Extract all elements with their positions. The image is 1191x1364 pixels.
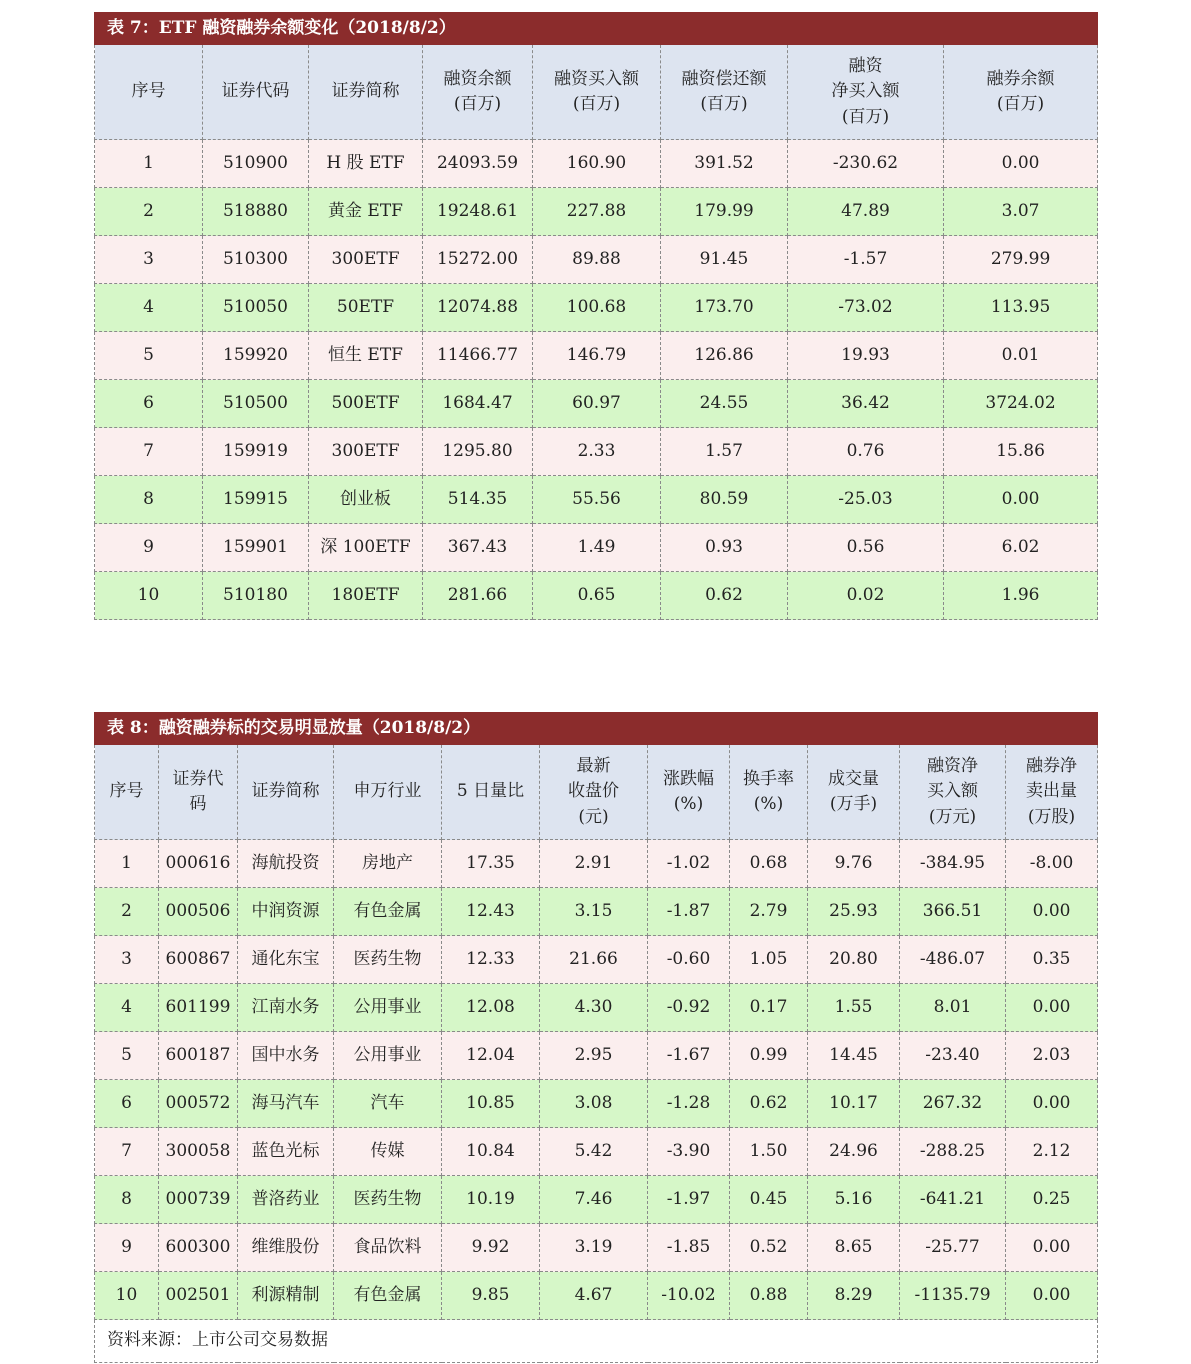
- column-header-line: 买入额: [927, 781, 978, 802]
- table-row: [95, 840, 1098, 888]
- table-cell: 普洛药业: [238, 1176, 334, 1224]
- column-header-line: (百万): [572, 94, 621, 114]
- column-header: [900, 745, 1006, 840]
- table-row: [95, 1080, 1098, 1128]
- table-title: 表 7：ETF 融资融券余额变化（2018/8/2）: [95, 13, 1098, 45]
- table-cell: 2: [95, 888, 159, 936]
- table-row: [95, 1128, 1098, 1176]
- table-cell: 10.17: [808, 1080, 900, 1128]
- column-header-line: (百万): [841, 106, 890, 127]
- table-row: [95, 188, 1098, 236]
- column-header: [533, 45, 661, 140]
- table-cell: 江南水务: [238, 984, 334, 1032]
- column-header-line: 最新: [576, 755, 611, 776]
- table-cell: -1.02: [648, 840, 730, 888]
- table-cell: 518880: [203, 188, 309, 236]
- table-cell: -1.67: [648, 1032, 730, 1080]
- table-cell: 0.52: [730, 1224, 808, 1272]
- table-cell: -641.21: [900, 1176, 1006, 1224]
- table-cell: 传媒: [334, 1128, 442, 1176]
- table-cell: 0.00: [944, 476, 1098, 524]
- table-cell: 10.84: [442, 1128, 540, 1176]
- table-cell: 600867: [159, 936, 238, 984]
- column-header-line: 5 日量比: [456, 781, 525, 802]
- table-cell: -0.92: [648, 984, 730, 1032]
- table-cell: 000739: [159, 1176, 238, 1224]
- source-note: 资料来源：上市公司交易数据: [95, 1320, 1098, 1363]
- table-header-row: [95, 45, 1098, 140]
- table-cell: 19248.61: [423, 188, 533, 236]
- table-cell: 8: [95, 476, 203, 524]
- table-cell: 2.03: [1006, 1032, 1098, 1080]
- column-header: [159, 745, 238, 840]
- table-cell: 9.85: [442, 1272, 540, 1320]
- table-title: 表 8：融资融券标的交易明显放量（2018/8/2）: [95, 713, 1098, 745]
- column-header-line: (万股): [1027, 806, 1076, 827]
- table-cell: 0.99: [730, 1032, 808, 1080]
- table-cell: 8.65: [808, 1224, 900, 1272]
- table-cell: 159901: [203, 524, 309, 572]
- table-cell: 0.76: [788, 428, 944, 476]
- column-header-line: (百万): [453, 94, 502, 114]
- table-cell: 24093.59: [423, 140, 533, 188]
- table-cell: 9: [95, 1224, 159, 1272]
- column-header-line: 融券净: [1026, 755, 1078, 776]
- table-cell: 159915: [203, 476, 309, 524]
- column-header: [203, 45, 309, 140]
- table-cell: 0.93: [661, 524, 788, 572]
- column-header: [95, 45, 203, 140]
- table-cell: 300058: [159, 1128, 238, 1176]
- table-cell: -1135.79: [900, 1272, 1006, 1320]
- table-cell: 100.68: [533, 284, 661, 332]
- table-row: [95, 140, 1098, 188]
- column-header: [334, 745, 442, 840]
- table-cell: 海航投资: [238, 840, 334, 888]
- table-cell: 367.43: [423, 524, 533, 572]
- table-cell: 9.92: [442, 1224, 540, 1272]
- table-cell: 5: [95, 1032, 159, 1080]
- table-cell: 601199: [159, 984, 238, 1032]
- table-cell: 1: [95, 840, 159, 888]
- column-header: [944, 45, 1098, 140]
- column-header-line: (元): [578, 806, 609, 827]
- table-cell: 3.15: [540, 888, 648, 936]
- table-cell: 24.55: [661, 380, 788, 428]
- table-cell: H 股 ETF: [309, 140, 423, 188]
- column-header-line: 融资偿还额: [681, 68, 767, 89]
- table-cell: 391.52: [661, 140, 788, 188]
- table-cell: 12.08: [442, 984, 540, 1032]
- table-header-row: [95, 745, 1098, 840]
- table-row: [95, 236, 1098, 284]
- table-cell: 3: [95, 236, 203, 284]
- column-header-line: (%): [673, 794, 704, 814]
- table-cell: 15272.00: [423, 236, 533, 284]
- table-cell: 21.66: [540, 936, 648, 984]
- table-cell: 8: [95, 1176, 159, 1224]
- table-cell: -1.87: [648, 888, 730, 936]
- table-cell: 汽车: [334, 1080, 442, 1128]
- table-cell: 0.56: [788, 524, 944, 572]
- table-cell: 9: [95, 524, 203, 572]
- column-header-line: 收盘价: [568, 781, 619, 802]
- table-cell: -230.62: [788, 140, 944, 188]
- table-cell: 7.46: [540, 1176, 648, 1224]
- table-cell: -486.07: [900, 936, 1006, 984]
- column-header: [540, 745, 648, 840]
- table-cell: 24.96: [808, 1128, 900, 1176]
- column-header-line: (百万): [996, 94, 1045, 114]
- table-cell: 2.33: [533, 428, 661, 476]
- table-cell: 0.00: [1006, 888, 1098, 936]
- table-cell: 4.30: [540, 984, 648, 1032]
- column-header-line: 序号: [109, 781, 144, 802]
- table-cell: 5: [95, 332, 203, 380]
- table-cell: -10.02: [648, 1272, 730, 1320]
- table-body: [95, 140, 1098, 620]
- table-cell: 恒生 ETF: [309, 332, 423, 380]
- table-cell: 9.76: [808, 840, 900, 888]
- table-cell: 3.07: [944, 188, 1098, 236]
- column-header: [1006, 745, 1098, 840]
- table-cell: 15.86: [944, 428, 1098, 476]
- table-cell: 维维股份: [238, 1224, 334, 1272]
- column-header-line: 融资: [848, 55, 883, 76]
- table-cell: 5.42: [540, 1128, 648, 1176]
- table-cell: 5.16: [808, 1176, 900, 1224]
- table-row: [95, 284, 1098, 332]
- column-header-line: 序号: [131, 81, 166, 102]
- table-row: [95, 1272, 1098, 1320]
- table-cell: 002501: [159, 1272, 238, 1320]
- table-cell: 60.97: [533, 380, 661, 428]
- table-cell: 1684.47: [423, 380, 533, 428]
- table-cell: 0.88: [730, 1272, 808, 1320]
- table-cell: -1.57: [788, 236, 944, 284]
- table-cell: 91.45: [661, 236, 788, 284]
- table-cell: 510300: [203, 236, 309, 284]
- table-cell: 0.45: [730, 1176, 808, 1224]
- table-cell: 14.45: [808, 1032, 900, 1080]
- table-row: [95, 524, 1098, 572]
- table-cell: 600187: [159, 1032, 238, 1080]
- table-cell: 50ETF: [309, 284, 423, 332]
- table-cell: 500ETF: [309, 380, 423, 428]
- column-header-line: 融资余额: [443, 68, 512, 89]
- table-cell: -3.90: [648, 1128, 730, 1176]
- table-cell: 8.01: [900, 984, 1006, 1032]
- table-cell: 227.88: [533, 188, 661, 236]
- column-header-line: (万元): [928, 806, 977, 827]
- table-cell: 黄金 ETF: [309, 188, 423, 236]
- table-cell: 创业板: [309, 476, 423, 524]
- column-header-line: 涨跌幅: [663, 768, 714, 789]
- column-header-line: 证券代码: [221, 81, 290, 102]
- table-cell: 55.56: [533, 476, 661, 524]
- table-cell: 蓝色光标: [238, 1128, 334, 1176]
- table-cell: 113.95: [944, 284, 1098, 332]
- table-cell: 179.99: [661, 188, 788, 236]
- column-header-line: 换手率: [743, 768, 794, 789]
- table-cell: 0.00: [1006, 1224, 1098, 1272]
- table-cell: 2.95: [540, 1032, 648, 1080]
- table-cell: 80.59: [661, 476, 788, 524]
- column-header-line: (万手): [829, 794, 878, 814]
- table-cell: 10.85: [442, 1080, 540, 1128]
- table-cell: 7: [95, 1128, 159, 1176]
- table-cell: 10: [95, 572, 203, 620]
- table-cell: -1.28: [648, 1080, 730, 1128]
- table-cell: 有色金属: [334, 1272, 442, 1320]
- table-cell: 173.70: [661, 284, 788, 332]
- table-cell: 159920: [203, 332, 309, 380]
- table-cell: 1: [95, 140, 203, 188]
- table-cell: -288.25: [900, 1128, 1006, 1176]
- table-cell: 4: [95, 984, 159, 1032]
- table-cell: -1.97: [648, 1176, 730, 1224]
- table-cell: 海马汽车: [238, 1080, 334, 1128]
- table-cell: 126.86: [661, 332, 788, 380]
- table-cell: 医药生物: [334, 1176, 442, 1224]
- table-cell: -0.60: [648, 936, 730, 984]
- table-cell: 17.35: [442, 840, 540, 888]
- column-header: [442, 745, 540, 840]
- column-header-line: 净买入额: [831, 81, 900, 102]
- table-cell: -8.00: [1006, 840, 1098, 888]
- table-cell: 160.90: [533, 140, 661, 188]
- table-cell: 0.02: [788, 572, 944, 620]
- table-cell: 10.19: [442, 1176, 540, 1224]
- column-header-line: (百万): [700, 94, 748, 114]
- table-cell: 1.50: [730, 1128, 808, 1176]
- table-cell: 房地产: [334, 840, 442, 888]
- table-cell: 12.33: [442, 936, 540, 984]
- table-cell: 0.65: [533, 572, 661, 620]
- table-cell: 510050: [203, 284, 309, 332]
- table-cell: 0.00: [1006, 984, 1098, 1032]
- column-header: [661, 45, 788, 140]
- table-cell: -384.95: [900, 840, 1006, 888]
- table-cell: 000616: [159, 840, 238, 888]
- table-cell: 25.93: [808, 888, 900, 936]
- table-cell: 8.29: [808, 1272, 900, 1320]
- table-cell: 267.32: [900, 1080, 1006, 1128]
- table-cell: 医药生物: [334, 936, 442, 984]
- column-header-line: 卖出量: [1026, 781, 1078, 802]
- table-row: [95, 1224, 1098, 1272]
- table-cell: 1.05: [730, 936, 808, 984]
- table-cell: 6.02: [944, 524, 1098, 572]
- table-cell: 4.67: [540, 1272, 648, 1320]
- table-cell: 1.55: [808, 984, 900, 1032]
- table-cell: 0.00: [944, 140, 1098, 188]
- table-cell: 1.57: [661, 428, 788, 476]
- table-cell: 159919: [203, 428, 309, 476]
- table-cell: 6: [95, 1080, 159, 1128]
- table-row: [95, 1032, 1098, 1080]
- table-cell: 514.35: [423, 476, 533, 524]
- table-cell: 有色金属: [334, 888, 442, 936]
- table-cell: 300ETF: [309, 236, 423, 284]
- table-cell: 180ETF: [309, 572, 423, 620]
- table-cell: 47.89: [788, 188, 944, 236]
- table-cell: 11466.77: [423, 332, 533, 380]
- table-cell: 0.01: [944, 332, 1098, 380]
- column-header: [808, 745, 900, 840]
- table-cell: 6: [95, 380, 203, 428]
- column-header: [423, 45, 533, 140]
- column-header-line: 证券简称: [251, 781, 320, 802]
- column-header-line: 融资买入额: [554, 68, 639, 89]
- table-cell: 300ETF: [309, 428, 423, 476]
- table-cell: -25.03: [788, 476, 944, 524]
- table-cell: 000506: [159, 888, 238, 936]
- table-row: [95, 572, 1098, 620]
- table-cell: 146.79: [533, 332, 661, 380]
- column-header-line: 申万行业: [353, 781, 422, 802]
- column-header: [238, 745, 334, 840]
- table-cell: 中润资源: [238, 888, 334, 936]
- table-cell: 2.91: [540, 840, 648, 888]
- etf-margin-table: [94, 12, 1098, 620]
- table-row: [95, 476, 1098, 524]
- table-row: [95, 380, 1098, 428]
- table-cell: 89.88: [533, 236, 661, 284]
- column-header-line: 证券简称: [331, 81, 400, 102]
- table-cell: 36.42: [788, 380, 944, 428]
- table-cell: 4: [95, 284, 203, 332]
- table-cell: 279.99: [944, 236, 1098, 284]
- table-cell: 公用事业: [334, 1032, 442, 1080]
- column-header: [730, 745, 808, 840]
- table-cell: 利源精制: [238, 1272, 334, 1320]
- table-cell: 食品饮料: [334, 1224, 442, 1272]
- table-cell: 10: [95, 1272, 159, 1320]
- table-cell: 281.66: [423, 572, 533, 620]
- table-cell: 0.68: [730, 840, 808, 888]
- table-cell: 0.62: [661, 572, 788, 620]
- column-header-line: 融资净: [927, 755, 978, 776]
- table-cell: 2.79: [730, 888, 808, 936]
- table-cell: 0.25: [1006, 1176, 1098, 1224]
- table-cell: 通化东宝: [238, 936, 334, 984]
- column-header-line: (%): [753, 794, 784, 814]
- table-cell: 3.19: [540, 1224, 648, 1272]
- column-header-line: 证券代: [172, 768, 224, 789]
- column-header: [648, 745, 730, 840]
- table-cell: 7: [95, 428, 203, 476]
- table-row: [95, 984, 1098, 1032]
- margin-volume-table: [94, 712, 1098, 1363]
- table-cell: 12.04: [442, 1032, 540, 1080]
- column-header: [309, 45, 423, 140]
- table-cell: -73.02: [788, 284, 944, 332]
- table-cell: 510900: [203, 140, 309, 188]
- table-cell: 0.00: [1006, 1080, 1098, 1128]
- table-cell: 366.51: [900, 888, 1006, 936]
- table-cell: 3724.02: [944, 380, 1098, 428]
- column-header-line: 融券余额: [986, 68, 1055, 89]
- column-header: [788, 45, 944, 140]
- table-cell: 510500: [203, 380, 309, 428]
- column-header-line: 成交量: [828, 768, 879, 789]
- table-cell: 0.17: [730, 984, 808, 1032]
- table-cell: 600300: [159, 1224, 238, 1272]
- table-cell: 国中水务: [238, 1032, 334, 1080]
- table-cell: 2.12: [1006, 1128, 1098, 1176]
- table-cell: -1.85: [648, 1224, 730, 1272]
- table-body: [95, 840, 1098, 1320]
- table-cell: 1.49: [533, 524, 661, 572]
- table-row: [95, 332, 1098, 380]
- table-cell: 公用事业: [334, 984, 442, 1032]
- table-cell: 3: [95, 936, 159, 984]
- table-cell: -25.77: [900, 1224, 1006, 1272]
- column-header: [95, 745, 159, 840]
- column-header-line: 码: [189, 794, 207, 814]
- table-cell: 20.80: [808, 936, 900, 984]
- table-cell: 12074.88: [423, 284, 533, 332]
- table-cell: 1295.80: [423, 428, 533, 476]
- table-cell: 19.93: [788, 332, 944, 380]
- table-cell: -23.40: [900, 1032, 1006, 1080]
- table-row: [95, 1176, 1098, 1224]
- table-cell: 0.62: [730, 1080, 808, 1128]
- table-cell: 1.96: [944, 572, 1098, 620]
- table-cell: 3.08: [540, 1080, 648, 1128]
- table-cell: 2: [95, 188, 203, 236]
- table-row: [95, 428, 1098, 476]
- table-cell: 12.43: [442, 888, 540, 936]
- table-cell: 0.35: [1006, 936, 1098, 984]
- table-cell: 000572: [159, 1080, 238, 1128]
- table-row: [95, 936, 1098, 984]
- table-row: [95, 888, 1098, 936]
- table-cell: 0.00: [1006, 1272, 1098, 1320]
- table-cell: 深 100ETF: [309, 524, 423, 572]
- table-cell: 510180: [203, 572, 309, 620]
